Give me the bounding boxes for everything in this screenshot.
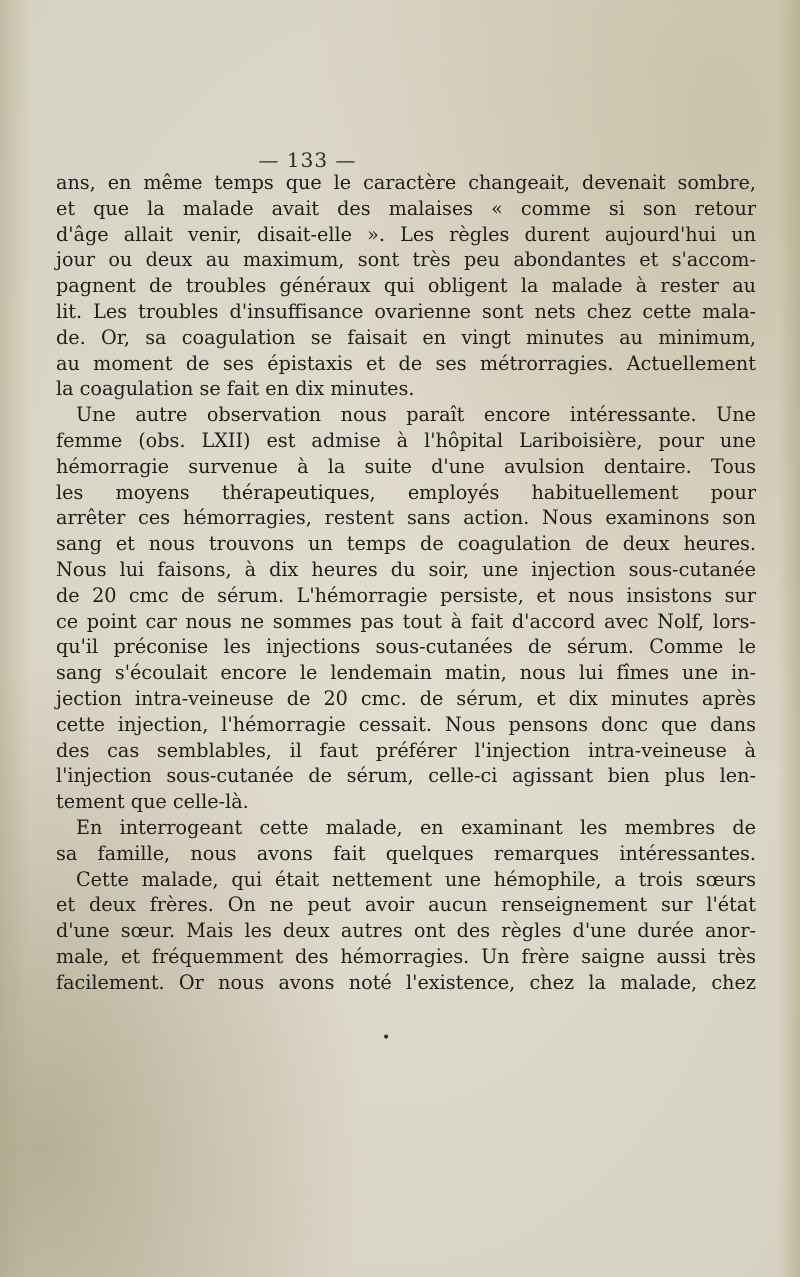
- text-line: et deux frères. On ne peut avoir aucun renseignement sur l'état: [56, 893, 756, 917]
- text-line: sa famille, nous avons fait quelques remarques intéressantes.: [56, 841, 756, 865]
- text-line: lit. Les troubles d'insuffisance ovarienne sont nets chez cette mala-: [56, 299, 756, 323]
- text-line: de. Or, sa coagulation se faisait en vingt minutes au minimum,: [56, 325, 756, 349]
- text-line: l'injection sous-cutanée de sérum, celle-ci agissant bien plus len-: [56, 764, 756, 788]
- text-line: facilement. Or nous avons noté l'existence, chez la malade, chez: [56, 970, 756, 994]
- text-line: et que la malade avait des malaises « comme si son retour: [56, 196, 756, 220]
- text-line: pagnent de troubles généraux qui obligent la malade à rester au: [56, 274, 756, 298]
- text-line: d'âge allait venir, disait-elle ». Les règles durent aujourd'hui un: [56, 222, 756, 246]
- text-line: femme (obs. LXII) est admise à l'hôpital Lariboisière, pour une: [56, 428, 756, 452]
- text-line: ans, en même temps que le caractère changeait, devenait sombre,: [56, 171, 756, 194]
- text-line: les moyens thérapeutiques, employés habituellement pour: [56, 480, 756, 504]
- text-line: ce point car nous ne sommes pas tout à fait d'accord avec Nolf, lors-: [56, 609, 756, 633]
- text-line: sang et nous trouvons un temps de coagulation de deux heures.: [56, 532, 756, 556]
- text-line: Nous lui faisons, à dix heures du soir, une injection sous-cutanée: [56, 557, 756, 581]
- text-line: qu'il préconise les injections sous-cutanées de sérum. Comme le: [56, 635, 756, 659]
- page-number: — 133 —: [258, 148, 357, 172]
- stray-ink-mark: •: [382, 1030, 391, 1046]
- text-line: la coagulation se fait en dix minutes.: [56, 377, 415, 401]
- text-line: jour ou deux au maximum, sont très peu abondantes et s'accom-: [56, 248, 756, 272]
- text-line: sang s'écoulait encore le lendemain matin, nous lui fîmes une in-: [56, 661, 756, 685]
- paragraph-start: En interrogeant cette malade, en examinant les membres de: [76, 815, 756, 839]
- page-shadow-left: [0, 0, 30, 1277]
- text-line: hémorragie survenue à la suite d'une avulsion dentaire. Tous: [56, 454, 756, 478]
- text-line: des cas semblables, il faut préférer l'injection intra-veineuse à: [56, 738, 756, 762]
- text-line: tement que celle-là.: [56, 790, 249, 814]
- text-line: d'une sœur. Mais les deux autres ont des règles d'une durée anor-: [56, 919, 756, 943]
- text-line: de 20 cmc de sérum. L'hémorragie persiste, et nous insistons sur: [56, 583, 756, 607]
- paragraph-start: Cette malade, qui était nettement une hémophile, a trois sœurs: [76, 867, 756, 891]
- text-line: au moment de ses épistaxis et de ses métrorragies. Actuellement: [56, 351, 756, 375]
- text-line: jection intra-veineuse de 20 cmc. de sérum, et dix minutes après: [56, 686, 756, 710]
- paragraph-start: Une autre observation nous paraît encore intéressante. Une: [76, 403, 756, 427]
- body-text: [56, 170, 756, 996]
- text-line: cette injection, l'hémorragie cessait. Nous pensons donc que dans: [56, 712, 756, 736]
- text-line: arrêter ces hémorragies, restent sans action. Nous examinons son: [56, 506, 756, 530]
- text-line: male, et fréquemment des hémorragies. Un frère saigne aussi très: [56, 944, 756, 968]
- page-shadow-right: [778, 0, 800, 1277]
